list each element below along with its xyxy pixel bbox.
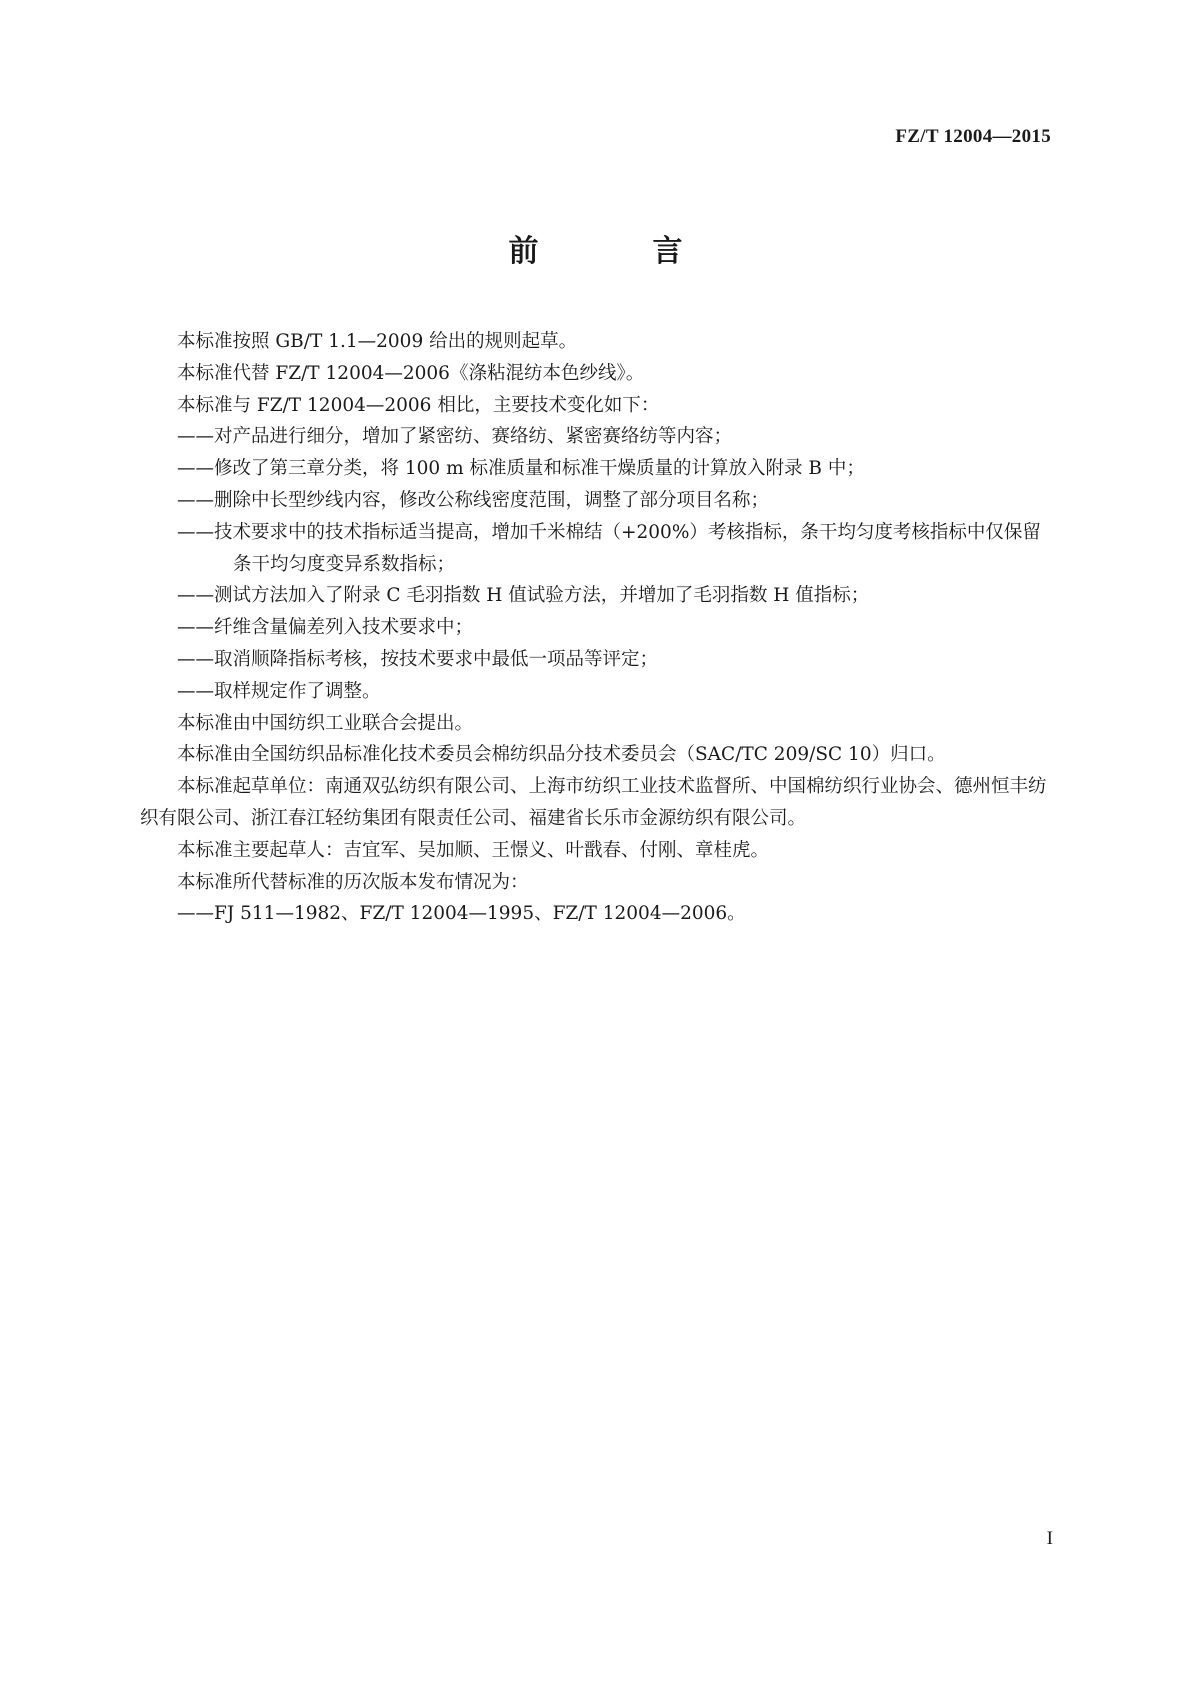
dash-list-item: ——对产品进行细分，增加了紧密纺、赛络纺、紧密赛络纺等内容； [177,426,733,448]
dash-list-item: ——FJ 511—1982、FZ/T 12004—1995、FZ/T 12004—2006。 [177,903,746,925]
paragraph: 本标准起草单位：南通双弘纺织有限公司、上海市纺织工业技术监督所、中国棉纺织行业协会、德州恒丰纺织有限公司、浙江春江轻纺集团有限责任公司、福建省长乐市金源纺织有限公司。 [140,776,1047,829]
paragraph: 本标准代替 FZ/T 12004—2006《涤粘混纺本色纱线》。 [177,362,645,384]
page-title: 前 言 [508,234,725,269]
dash-list-item: ——纤维含量偏差列入技术要求中； [177,617,474,639]
paragraph: 本标准由中国纺织工业联合会提出。 [177,712,474,734]
dash-list-item: ——测试方法加入了附录 C 毛羽指数 H 值试验方法，并增加了毛羽指数 H 值指标； [177,585,870,607]
paragraph: 本标准所代替标准的历次版本发布情况为： [177,871,529,893]
standard-code-header: FZ/T 12004—2015 [895,126,1051,147]
paragraph: 本标准与 FZ/T 12004—2006 相比，主要技术变化如下： [177,394,660,416]
paragraph: 本标准按照 GB/T 1.1—2009 给出的规则起草。 [177,331,578,352]
paragraph: 本标准由全国纺织品标准化技术委员会棉纺织品分技术委员会（SAC/TC 209/SC 10）归口。 [177,744,946,766]
dash-list-item: ——删除中长型纱线内容，修改公称线密度范围，调整了部分项目名称； [177,489,770,511]
dash-list-item: ——修改了第三章分类，将 100 m 标准质量和标准干燥质量的计算放入附录 B 中； [177,458,865,480]
dash-list-item: ——取样规定作了调整。 [177,680,381,702]
foreword-body [140,326,1055,930]
dash-list-item: ——技术要求中的技术指标适当提高，增加千米棉结（+200%）考核指标，条干均匀度考核指标中仅保留条干均匀度变异系数指标； [177,521,1041,575]
dash-list-item: ——取消顺降指标考核，按技术要求中最低一项品等评定； [177,648,659,670]
page-number: I [1046,1528,1053,1549]
paragraph: 本标准主要起草人：吉宜军、吴加顺、王憬义、叶戬春、付刚、章桂虎。 [177,839,770,861]
